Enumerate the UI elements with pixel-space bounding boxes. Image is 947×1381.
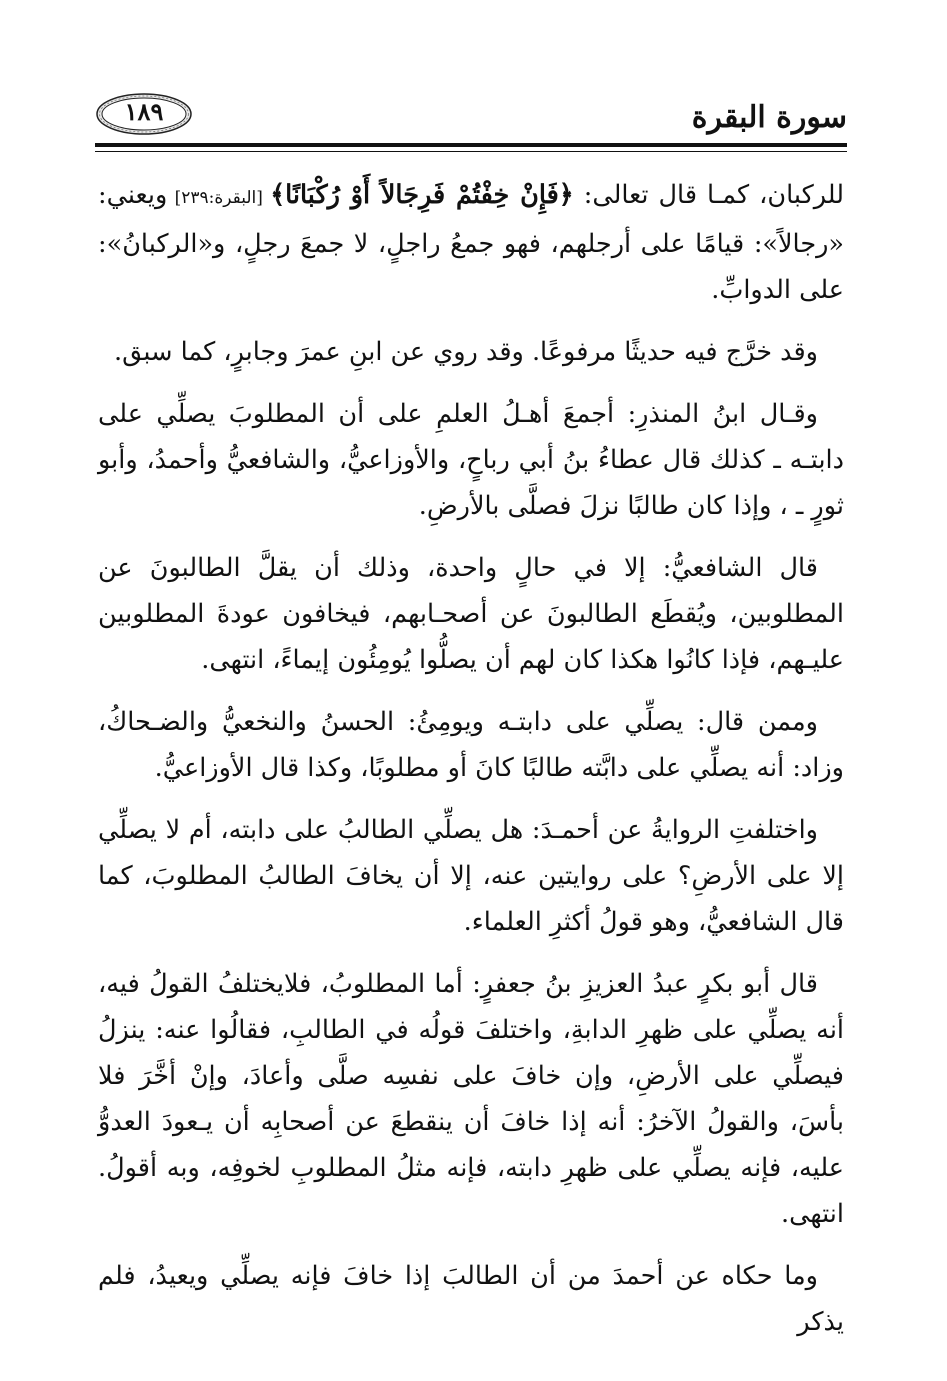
surah-title: سورة البقرة (691, 100, 847, 135)
verse-reference: [البقرة:٢٣٩] (167, 188, 271, 208)
text-segment: ويعني: «رجالاً»: قيامًا على أرجلهم، فهو جمعُ راجلٍ، لا جمعَ رجلٍ، و«الركبانُ»: على الدوابِّ. (98, 180, 844, 305)
header-rule-thick (95, 143, 847, 147)
paragraph: وما حكاه عن أحمدَ من أن الطالبَ إذا خافَ فإنه يصلِّي ويعيدُ، فلم يذكر (98, 1261, 844, 1337)
paragraph: وقـال ابنُ المنذرِ: أجمعَ أهـلُ العلمِ على أن المطلوبَ يصلِّي على دابتـه ـ كذلك قال عطاءُ بنُ أبي رباحٍ، والأوزاعيُّ، والشافعيُّ وأحمدُ، وأبو ثورٍ ـ ، وإذا كان طالبًا نزلَ فصلَّى بالأرضِ. (98, 399, 844, 521)
page-number: ١٨٩ (124, 97, 164, 126)
paragraph: وقد خرَّج فيه حديثًا مرفوعًا. وقد روي عن ابنِ عمرَ وجابرٍ، كما سبق. (114, 337, 818, 367)
page-number-badge (95, 92, 193, 136)
paragraph: واختلفتِ الروايةُ عن أحمـدَ: هل يصلِّي الطالبُ على دابته، أم لا يصلِّي إلا على الأرضِ؟ على روايتين عنه، إلا أن يخافَ الطالبُ المطلوبَ، كما قال الشافعيُّ، وهو قولُ أكثرِ العلماء. (98, 815, 844, 937)
text-segment: للركبان، كمـا قال تعالى: (573, 180, 844, 210)
quran-verse: ﴿فَإِنْ خِفْتُمْ فَرِجَالاً أَوْ رُكْبَانًا﴾ (270, 180, 574, 210)
paragraph: قال الشافعيُّ: إلا في حالٍ واحدة، وذلك أن يقلَّ الطالبونَ عن المطلوبين، ويُقطَع الطالبونَ عن أصحـابهم، فيخافون عودةَ المطلوبين عليـهم، فإذا كانُوا هكذا كان لهم أن يصلُّوا يُومِئُون إيماءً، انتهى. (98, 553, 844, 675)
paragraph (98, 172, 844, 313)
paragraph: قال أبو بكرٍ عبدُ العزيزِ بنُ جعفرٍ: أما المطلوبُ، فلايختلفُ القولُ فيه، أنه يصلِّي على ظهرِ الدابةِ، واختلفَ قولُه في الطالبِ، فقالُوا عنه: ينزلُ فيصلِّي على الأرضِ، وإن خافَ على نفسِه صلَّى وأعادَ، وإنْ أخَّرَ فلا بأسَ، والقولُ الآخرُ: أنه إذا خافَ أن ينقطعَ عن أصحابِه أن يـعودَ العدوُّ عليه، فإنه يصلِّي على ظهرِ دابته، فإنه مثلُ المطلوبِ لخوفِه، وبه أقولُ. انتهى. (98, 969, 844, 1229)
body-text (98, 172, 844, 1361)
page-header (95, 90, 847, 150)
paragraph: وممن قال: يصلِّي على دابتـه ويومِئُ: الحسنُ والنخعيُّ والضـحاكُ، وزاد: أنه يصلِّي على دابَّته طالبًا كانَ أو مطلوبًا، وكذا قال الأوزاعيُّ. (98, 707, 844, 783)
header-rule-thin (95, 151, 847, 152)
